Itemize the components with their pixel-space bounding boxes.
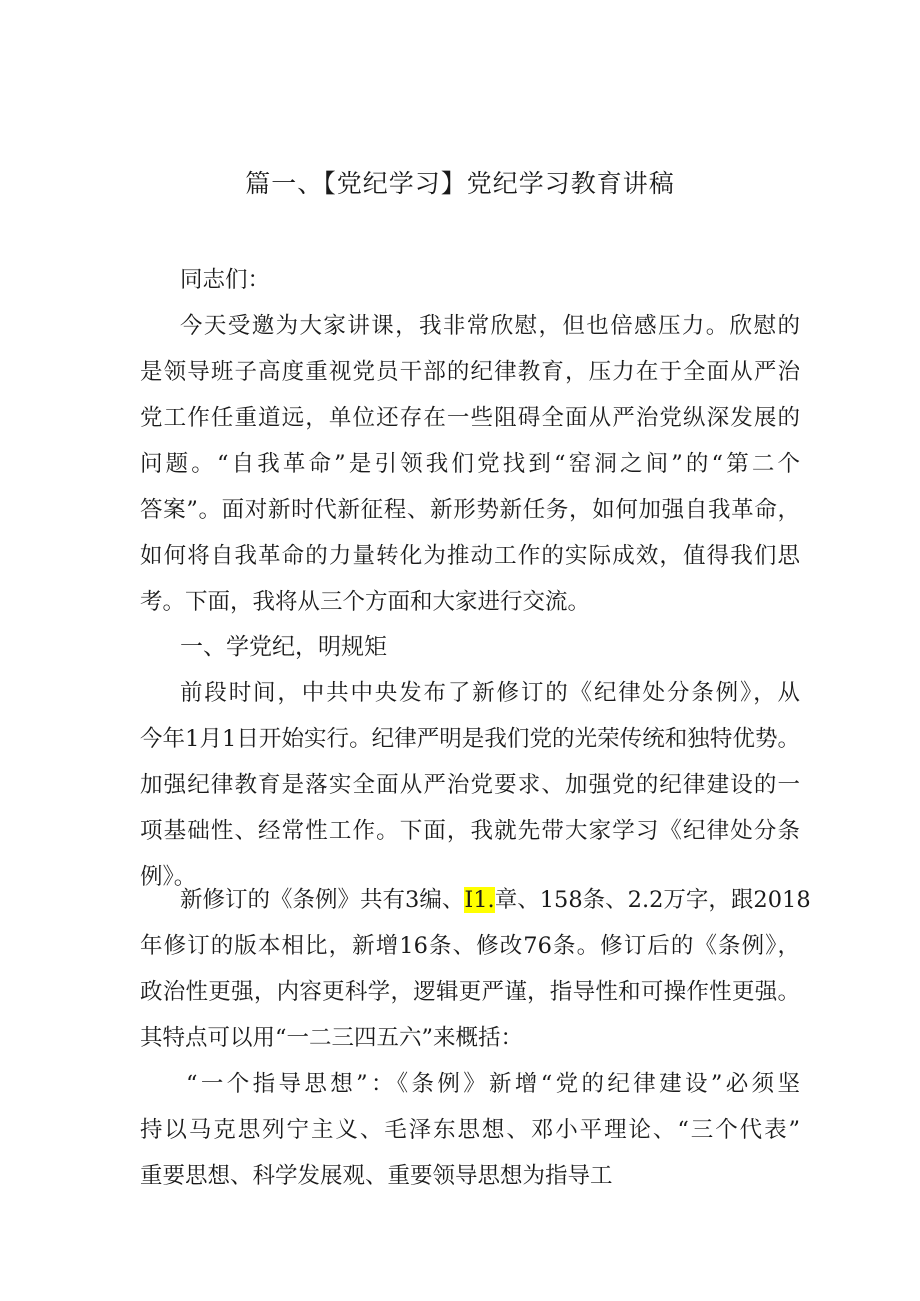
paragraph-line: 重要思想、科学发展观、重要领导思想为指导工 — [140, 1163, 613, 1189]
paragraph-line — [180, 885, 811, 915]
paragraph-line: 党工作任重道远，单位还存在一些阻碍全面从严治党纵深发展的 — [140, 405, 800, 431]
highlighted-text: I1. — [464, 887, 495, 913]
paragraph-line: 今天受邀为大家讲课，我非常欣慰，但也倍感压力。欣慰的 — [180, 313, 800, 339]
paragraph-line: 如何将自我革命的力量转化为推动工作的实际成效，值得我们思 — [140, 543, 800, 569]
paragraph-line: 项基础性、经常性工作。下面，我就先带大家学习《纪律处分条 — [140, 818, 800, 844]
paragraph-line: 问题。“自我革命”是引领我们党找到“窑洞之间”的“第二个 — [140, 451, 800, 477]
document-title: 篇一、【党纪学习】党纪学习教育讲稿 — [245, 169, 675, 198]
paragraph-line: 例》。 — [140, 864, 197, 890]
text-span: 章、158条、2.2万字，跟2018 — [494, 887, 811, 913]
text-span: 新修订的《条例》共有3编、 — [180, 887, 465, 913]
paragraph-line: 年修订的版本相比，新增16条、修改76条。修订后的《条例》， — [140, 933, 800, 959]
salutation: 同志们： — [180, 267, 271, 293]
paragraph-line: 持以马克思列宁主义、毛泽东思想、邓小平理论、“三个代表” — [140, 1117, 800, 1143]
paragraph-line: 答案”。面对新时代新征程、新形势新任务，如何加强自我革命， — [140, 497, 800, 523]
paragraph-line: 前段时间，中共中央发布了新修订的《纪律处分条例》，从 — [180, 680, 800, 706]
section-heading-1: 一、学党纪，明规矩 — [180, 634, 387, 660]
paragraph-line: 政治性更强，内容更科学，逻辑更严谨，指导性和可操作性更强。 — [140, 979, 800, 1005]
paragraph-line: “一个指导思想”：《条例》新增“党的纪律建设”必须坚 — [186, 1071, 800, 1097]
paragraph-line: 今年1月1日开始实行。纪律严明是我们党的光荣传统和独特优势。 — [140, 726, 800, 752]
paragraph-line: 加强纪律教育是落实全面从严治党要求、加强党的纪律建设的一 — [140, 772, 800, 798]
paragraph-line: 考。下面，我将从三个方面和大家进行交流。 — [140, 589, 591, 615]
paragraph-line: 是领导班子高度重视党员干部的纪律教育，压力在于全面从严治 — [140, 359, 800, 385]
paragraph-line: 其特点可以用“一二三四五六”来概括： — [140, 1025, 524, 1051]
